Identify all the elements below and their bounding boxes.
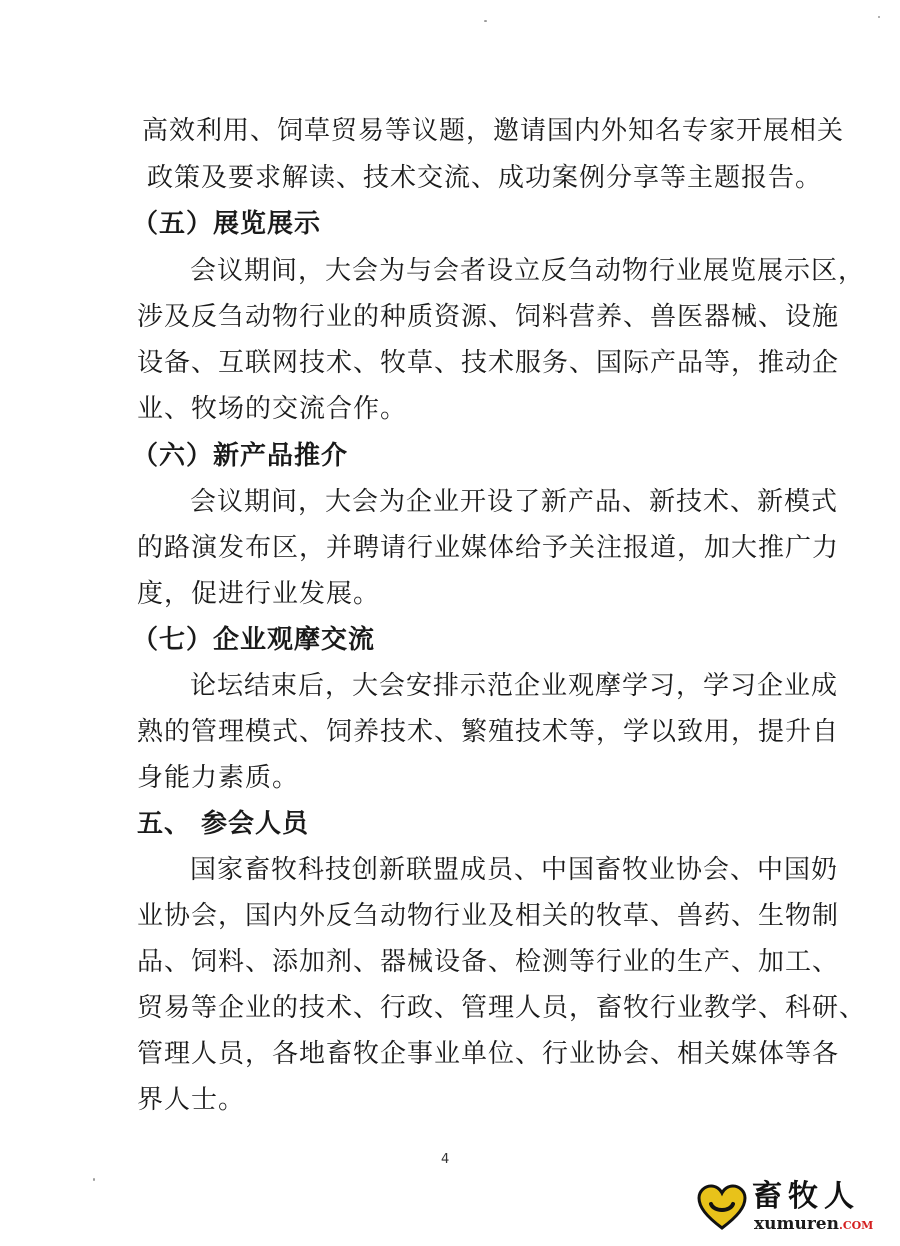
body-line: 度，促进行业发展。 [137,579,381,609]
watermark-tld: .COM [838,1219,874,1232]
body-line: 涉及反刍动物行业的种质资源、饲料营养、兽医器械、设施 [137,302,840,332]
body-line: 管理人员，各地畜牧企事业单位、行业协会、相关媒体等各 [137,1039,840,1069]
body-line: 身能力素质。 [137,763,300,793]
scan-speck [878,16,880,18]
section-heading: （七）企业观摩交流 [132,625,376,655]
heart-icon [696,1182,748,1234]
body-line: 业、牧场的交流合作。 [137,394,408,424]
body-line: 业协会，国内外反刍动物行业及相关的牧草、兽药、生物制 [137,901,840,931]
body-line: 界人士。 [137,1085,246,1115]
body-line: 的路演发布区，并聘请行业媒体给予关注报道，加大推广力 [137,533,840,563]
section-heading: 五、 参会人员 [137,809,310,839]
body-line: 贸易等企业的技术、行政、管理人员，畜牧行业教学、科研、 [137,993,867,1023]
body-line: 熟的管理模式、饲养技术、繁殖技术等，学以致用，提升自 [137,717,840,747]
scan-speck [484,20,487,22]
page-number: 4 [441,1152,450,1167]
body-line: 会议期间，大会为与会者设立反刍动物行业展览展示区， [190,256,866,286]
body-line: 国家畜牧科技创新联盟成员、中国畜牧业协会、中国奶 [190,855,839,885]
body-line: 政策及要求解读、技术交流、成功案例分享等主题报告。 [147,163,823,193]
section-heading: （六）新产品推介 [132,441,349,471]
body-line: 高效利用、饲草贸易等议题，邀请国内外知名专家开展相关 [142,116,845,146]
body-line: 会议期间，大会为企业开设了新产品、新技术、新模式 [190,487,839,517]
body-line: 论坛结束后，大会安排示范企业观摩学习，学习企业成 [190,671,839,701]
watermark-domain: xumuren [754,1214,839,1234]
body-line: 设备、互联网技术、牧草、技术服务、国际产品等，推动企 [137,348,840,378]
watermark-name: 畜牧人 [752,1179,860,1214]
body-line: 品、饲料、添加剂、器械设备、检测等行业的生产、加工、 [137,947,840,977]
watermark-logo [696,1178,886,1238]
section-heading: （五）展览展示 [132,209,322,239]
watermark-site [754,1214,873,1236]
scan-speck [93,1178,95,1181]
